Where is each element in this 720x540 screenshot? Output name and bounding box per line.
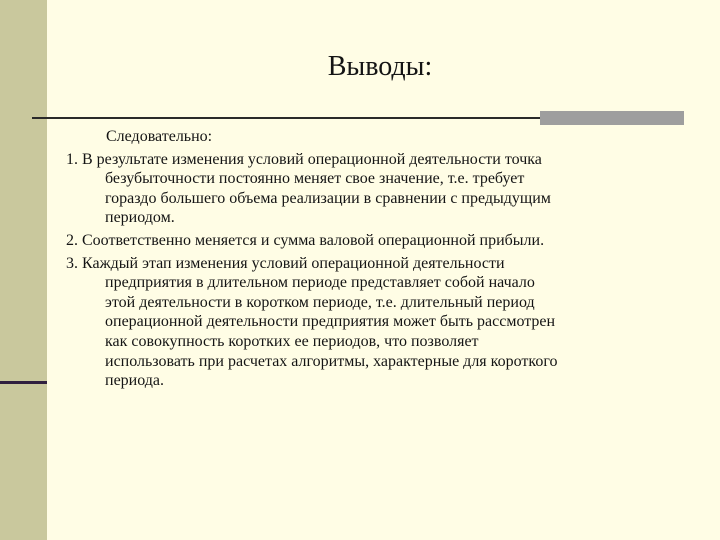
conclusion-item-1-line-3: гораздо большего объема реализации в сравнении с предыдущим	[105, 189, 551, 207]
conclusion-item-3-line-2: предприятия в длительном периоде представляет собой начало	[105, 274, 535, 292]
conclusion-item-3-line-5: как совокупность коротких ее периодов, что позволяет	[105, 332, 479, 350]
conclusion-item-3	[66, 254, 706, 391]
slide-body	[66, 127, 706, 394]
conclusion-item-2-line-1: 2. Соответственно меняется и сумма валовой операционной прибыли.	[66, 231, 545, 249]
conclusion-item-1-line-4: периодом.	[105, 209, 175, 227]
conclusion-item-3-line-3: этой деятельности в коротком периоде, т.е. длительный период	[105, 293, 535, 311]
slide-title: Выводы:	[327, 51, 433, 82]
title-divider-bar	[540, 111, 684, 125]
left-decorative-band	[0, 0, 47, 540]
conclusion-item-1-line-1: 1. В результате изменения условий операционной деятельности точка	[66, 150, 542, 168]
conclusion-item-3-line-1: 3. Каждый этап изменения условий операционной деятельности	[66, 254, 505, 272]
title-divider-line	[32, 117, 540, 119]
conclusion-item-3-line-4: операционной деятельности предприятия может быть рассмотрен	[105, 313, 556, 331]
conclusion-item-3-line-6: использовать при расчетах алгоритмы, характерные для короткого	[105, 352, 558, 370]
conclusion-item-1-line-2: безубыточности постоянно меняет свое значение, т.е. требует	[105, 170, 525, 188]
intro-text: Следовательно:	[106, 128, 213, 145]
left-band-accent-line	[0, 381, 47, 384]
conclusion-item-3-line-7: периода.	[105, 372, 165, 390]
conclusion-item-2	[66, 231, 706, 251]
conclusion-item-1	[66, 150, 706, 228]
